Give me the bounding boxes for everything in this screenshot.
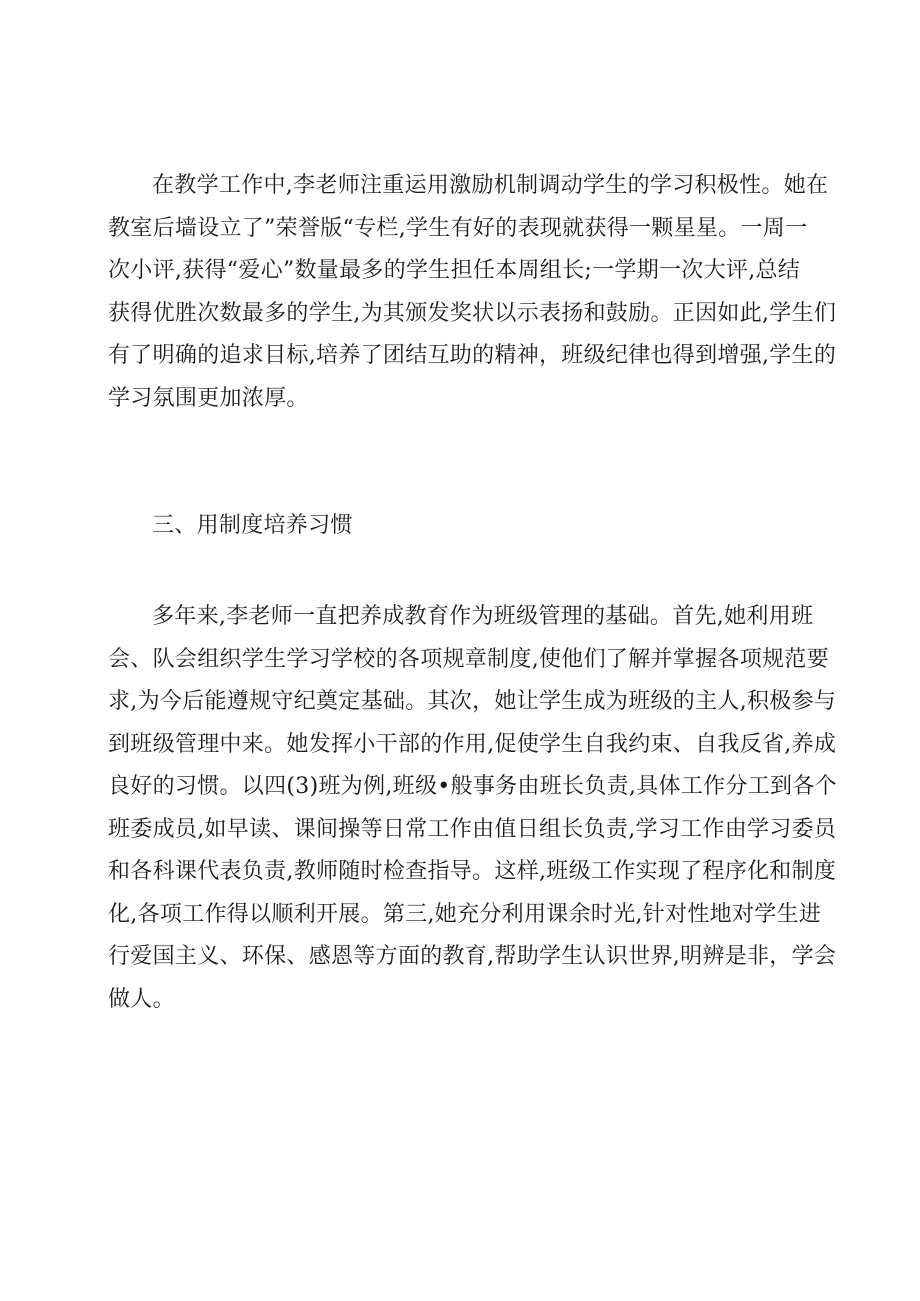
paragraph-line: 良好的习惯。以四(3)班为例,班级•般事务由班长负责,具体工作分工到各个 bbox=[108, 774, 837, 799]
paragraph-incentive-mechanism bbox=[108, 165, 837, 420]
paragraph-line: 求,为今后能遵规守纪奠定基础。其次，她让学生成为班级的主人,积极参与 bbox=[108, 689, 837, 714]
paragraph-line: 到班级管理中来。她发挥小干部的作用,促使学生自我约束、自我反省,养成 bbox=[108, 731, 837, 757]
paragraph-line: 行爱国主义、环保、感恩等方面的教育,帮助学生认识世界,明辨是非，学会 bbox=[108, 944, 837, 969]
paragraph-line: 做人。 bbox=[108, 986, 175, 1012]
paragraph-line: 获得优胜次数最多的学生,为其颁发奖状以示表扬和鼓励。正因如此,学生们 bbox=[108, 300, 837, 326]
section-heading: 三、用制度培养习惯 bbox=[152, 513, 353, 538]
paragraph-line: 教室后墙设立了”荣誉版“专栏,学生有好的表现就获得一颗星星。一周一 bbox=[108, 215, 808, 241]
paragraph-line: 学习氛围更加浓厚。 bbox=[108, 385, 309, 411]
paragraph-habit-formation bbox=[108, 596, 837, 1021]
paragraph-line: 在教学工作中,李老师注重运用激励机制调动学生的学习积极性。她在 bbox=[152, 173, 829, 198]
paragraph-line: 次小评,获得“爱心”数量最多的学生担任本周组长;一学期一次大评,总结 bbox=[108, 258, 801, 283]
paragraph-line: 班委成员,如早读、课间操等日常工作由值日组长负责,学习工作由学习委员 bbox=[108, 816, 837, 842]
paragraph-line: 和各科课代表负责,教师随时检查指导。这样,班级工作实现了程序化和制度 bbox=[108, 859, 837, 884]
paragraph-line: 化,各项工作得以顺利开展。第三,她充分利用课余时光,针对性地对学生进 bbox=[108, 901, 822, 927]
paragraph-line: 有了明确的追求目标,培养了团结互助的精神，班级纪律也得到增强,学生的 bbox=[108, 343, 837, 368]
paragraph-line: 多年来,李老师一直把养成教育作为班级管理的基础。首先,她利用班 bbox=[152, 604, 814, 629]
paragraph-line: 会、队会组织学生学习学校的各项规章制度,使他们了解并掌握各项规范要 bbox=[108, 646, 829, 672]
